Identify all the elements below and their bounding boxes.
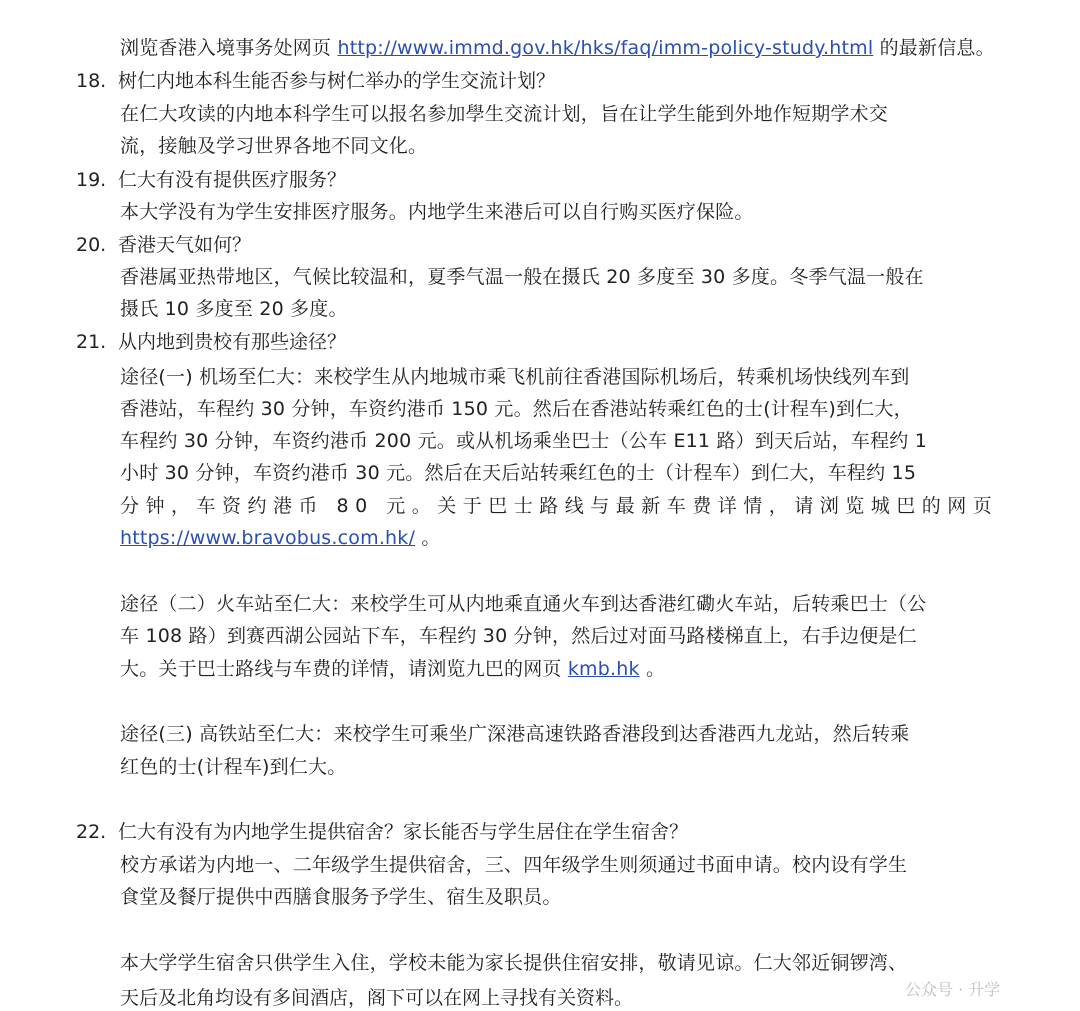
immd-info-line: 浏览香港入境事务处网页 http://www.immd.gov.hk/hks/faq/imm-policy-study.html 的最新信息。	[120, 37, 995, 59]
answer-22-line-1: 校方承诺为内地一、二年级学生提供宿舍，三、四年级学生则须通过书面申请。校内设有学生	[120, 854, 908, 876]
kmb-link[interactable]: kmb.hk	[567, 658, 640, 680]
answer-19-line-1: 本大学没有为学生安排医疗服务。内地学生来港后可以自行购买医疗保险。	[120, 201, 754, 223]
question-20: 香港天气如何？	[118, 234, 252, 256]
answer-22-p2-line-1: 本大学学生宿舍只供学生入住，学校未能为家长提供住宿安排，敬请见谅。仁大邻近铜锣湾、	[120, 952, 908, 974]
question-number: 19.	[76, 169, 107, 191]
question-18: 树仁内地本科生能否参与树仁举办的学生交流计划？	[118, 70, 556, 92]
bravobus-link[interactable]: https://www.bravobus.com.hk/	[120, 527, 416, 549]
question-number: 18.	[76, 70, 107, 92]
question-21: 从内地到贵校有那些途径？	[118, 331, 347, 353]
question-number: 21.	[76, 331, 107, 353]
answer-22-line-2: 食堂及餐厅提供中西膳食服务予学生、宿生及职员。	[120, 886, 562, 908]
route-2-line-2: 车 108 路）到赛西湖公园站下车，车程约 30 分钟，然后过对面马路楼梯直上，右手边便是仁	[120, 625, 917, 647]
route-1-line-1: 途径(一) 机场至仁大：来校学生从内地城市乘飞机前往香港国际机场后，转乘机场快线列车到	[120, 366, 910, 388]
answer-18-line-2: 流，接触及学习世界各地不同文化。	[120, 135, 428, 157]
question-number: 20.	[76, 234, 107, 256]
route-2-line-3: 大。关于巴士路线与车费的详情，请浏览九巴的网页 kmb.hk 。	[120, 658, 666, 680]
answer-22-p2-line-2: 天后及北角均设有多间酒店，阁下可以在网上寻找有关资料。	[120, 987, 634, 1009]
watermark: 公众号 · 升学	[905, 980, 1001, 999]
question-22: 仁大有没有为内地学生提供宿舍？家长能否与学生居住在学生宿舍？	[118, 821, 689, 843]
answer-18-line-1: 在仁大攻读的内地本科学生可以报名参加學生交流计划，旨在让学生能到外地作短期学术交	[120, 103, 889, 125]
immd-link[interactable]: http://www.immd.gov.hk/hks/faq/imm-policy-study.html	[337, 37, 874, 59]
route-1-line-3: 车程约 30 分钟，车资约港币 200 元。或从机场乘坐巴士（公车 E11 路）到天后站，车程约 1	[120, 430, 927, 452]
route-3-line-2: 红色的士(计程车)到仁大。	[120, 756, 347, 778]
answer-20-line-1: 香港属亚热带地区，气候比较温和，夏季气温一般在摄氏 20 多度至 30 多度。冬季气温一般在	[120, 266, 924, 288]
route-1-line-5: 分钟，车资约港币 80 元。关于巴士路线与最新车费详情，请浏览城巴的网页	[120, 495, 999, 517]
question-19: 仁大有没有提供医疗服务？	[118, 169, 347, 191]
route-1-line-2: 香港站，车程约 30 分钟，车资约港币 150 元。然后在香港站转乘红色的士(计程车)到仁大，	[120, 398, 913, 420]
route-1-link-line: https://www.bravobus.com.hk/ 。	[120, 527, 441, 549]
answer-20-line-2: 摄氏 10 多度至 20 多度。	[120, 298, 348, 320]
route-3-line-1: 途径(三) 高铁站至仁大：来校学生可乘坐广深港高速铁路香港段到达香港西九龙站，然后转乘	[120, 723, 910, 745]
question-number: 22.	[76, 821, 107, 843]
route-2-line-1: 途径（二）火车站至仁大：来校学生可从内地乘直通火车到达香港红磡火车站，后转乘巴士（公	[120, 593, 927, 615]
route-1-line-4: 小时 30 分钟，车资约港币 30 元。然后在天后站转乘红色的士（计程车）到仁大，车程约 15	[120, 462, 917, 484]
